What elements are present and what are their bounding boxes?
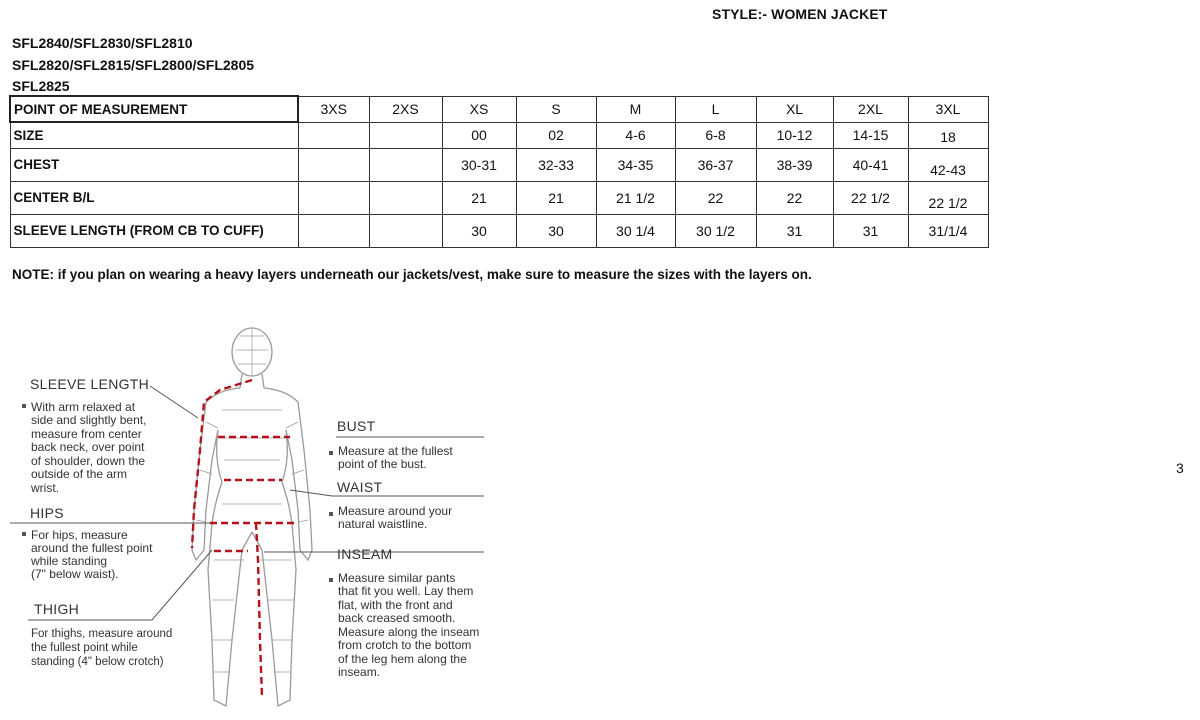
- table-cell: [298, 122, 369, 148]
- column-header: XL: [756, 96, 833, 122]
- table-cell: [298, 181, 369, 214]
- inseam-desc: from crotch to the bottom: [338, 638, 472, 652]
- bullet-icon: [329, 451, 333, 455]
- table-cell: [369, 122, 442, 148]
- table-cell: 22: [675, 181, 756, 214]
- thigh-title: THIGH: [34, 601, 80, 617]
- table-cell: 30 1/4: [596, 214, 675, 247]
- column-header: XS: [442, 96, 516, 122]
- sleeve-length-desc: measure from center: [31, 427, 142, 441]
- style-title: STYLE:- WOMEN JACKET: [712, 6, 888, 22]
- table-cell: 32-33: [516, 148, 596, 181]
- column-header: 2XL: [833, 96, 908, 122]
- sleeve-length-desc: wrist.: [31, 481, 59, 495]
- table-cell: 22: [756, 181, 833, 214]
- measurement-guide-figure: [0, 310, 560, 720]
- table-cell: 30: [516, 214, 596, 247]
- bullet-icon: [329, 512, 333, 516]
- bust-title: BUST: [337, 418, 376, 434]
- sleeve-length-desc: outside of the arm: [31, 467, 128, 481]
- sleeve-length-desc: With arm relaxed at: [31, 400, 136, 414]
- table-cell: 30 1/2: [675, 214, 756, 247]
- style-code-line: SFL2820/SFL2815/SFL2800/SFL2805: [12, 56, 255, 73]
- column-header: S: [516, 96, 596, 122]
- inseam-title: INSEAM: [337, 546, 393, 562]
- table-cell: [369, 148, 442, 181]
- table-header-row: [10, 96, 988, 122]
- inseam-desc: Measure similar pants: [338, 571, 456, 585]
- table-cell: 00: [442, 122, 516, 148]
- hips-desc: around the fullest point: [31, 541, 153, 555]
- table-cell: 30-31: [442, 148, 516, 181]
- measurement-lines: [192, 380, 296, 698]
- table-cell: 14-15: [833, 122, 908, 148]
- bullet-icon: [22, 404, 26, 408]
- page-number: 3: [1176, 460, 1184, 476]
- waist-desc: Measure around your: [338, 504, 453, 518]
- style-code-line: SFL2840/SFL2830/SFL2810: [12, 35, 193, 51]
- table-cell: 22 1/2: [908, 181, 988, 214]
- thigh-desc: the fullest point while: [31, 642, 138, 654]
- row-label: SIZE: [10, 122, 298, 148]
- sleeve-length-desc: side and slightly bent,: [31, 413, 147, 427]
- hips-desc: For hips, measure: [31, 528, 128, 542]
- bullet-icon: [22, 532, 26, 536]
- table-cell: 31/1/4: [908, 214, 988, 247]
- column-header: 2XS: [369, 96, 442, 122]
- table-cell: 31: [833, 214, 908, 247]
- table-cell: 38-39: [756, 148, 833, 181]
- table-cell: 4-6: [596, 122, 675, 148]
- inseam-desc: that fit you well. Lay them: [338, 584, 474, 598]
- table-cell: 6-8: [675, 122, 756, 148]
- table-cell: 10-12: [756, 122, 833, 148]
- row-label: CENTER B/L: [10, 181, 298, 214]
- table-cell: 40-41: [833, 148, 908, 181]
- table-row: [10, 148, 988, 181]
- inseam-desc: Measure along the inseam: [338, 625, 480, 639]
- table-row: [10, 214, 988, 247]
- hips-desc: (7" below waist).: [31, 567, 119, 581]
- inseam-desc: inseam.: [338, 665, 381, 679]
- sleeve-length-title: SLEEVE LENGTH: [30, 376, 150, 392]
- table-cell: [369, 181, 442, 214]
- hips-desc: while standing: [31, 554, 108, 568]
- sleeve-length-desc: of shoulder, down the: [31, 454, 146, 468]
- sleeve-length-desc: back neck, over point: [31, 440, 145, 454]
- table-cell: 30: [442, 214, 516, 247]
- inseam-desc: flat, with the front and: [338, 598, 453, 612]
- bust-desc: point of the bust.: [338, 457, 427, 471]
- table-cell: 18: [908, 122, 988, 148]
- style-code-line: SFL2825: [12, 78, 70, 94]
- table-cell: 36-37: [675, 148, 756, 181]
- bullet-icon: [329, 578, 333, 582]
- table-cell: [369, 214, 442, 247]
- column-header: 3XL: [908, 96, 988, 122]
- inseam-desc: back creased smooth.: [338, 611, 456, 625]
- table-cell: [298, 214, 369, 247]
- table-row: [10, 122, 988, 148]
- row-label: SLEEVE LENGTH (FROM CB TO CUFF): [10, 214, 298, 247]
- table-cell: 21: [442, 181, 516, 214]
- table-cell: 02: [516, 122, 596, 148]
- size-chart-table: [9, 95, 989, 248]
- hips-title: HIPS: [30, 505, 64, 521]
- table-cell: 21 1/2: [596, 181, 675, 214]
- table-cell: 22 1/2: [833, 181, 908, 214]
- body-figure-illustration: [192, 328, 312, 706]
- table-row: [10, 181, 988, 214]
- thigh-desc: standing (4" below crotch): [31, 656, 164, 668]
- waist-title: WAIST: [337, 479, 383, 495]
- table-cell: [298, 148, 369, 181]
- table-cell: 21: [516, 181, 596, 214]
- column-header: 3XS: [298, 96, 369, 122]
- table-cell: 31: [756, 214, 833, 247]
- layering-note: NOTE: if you plan on wearing a heavy layers underneath our jackets/vest, make sure to measure the sizes with the layers on.: [12, 267, 812, 282]
- table-cell: 42-43: [908, 148, 988, 181]
- column-header: L: [675, 96, 756, 122]
- waist-desc: natural waistline.: [338, 517, 428, 531]
- column-header: POINT OF MEASUREMENT: [10, 96, 298, 122]
- thigh-desc: For thighs, measure around: [31, 628, 173, 640]
- bust-desc: Measure at the fullest: [338, 444, 453, 458]
- style-codes: [12, 33, 254, 98]
- column-header: M: [596, 96, 675, 122]
- row-label: CHEST: [10, 148, 298, 181]
- table-cell: 34-35: [596, 148, 675, 181]
- inseam-desc: of the leg hem along the: [338, 652, 467, 666]
